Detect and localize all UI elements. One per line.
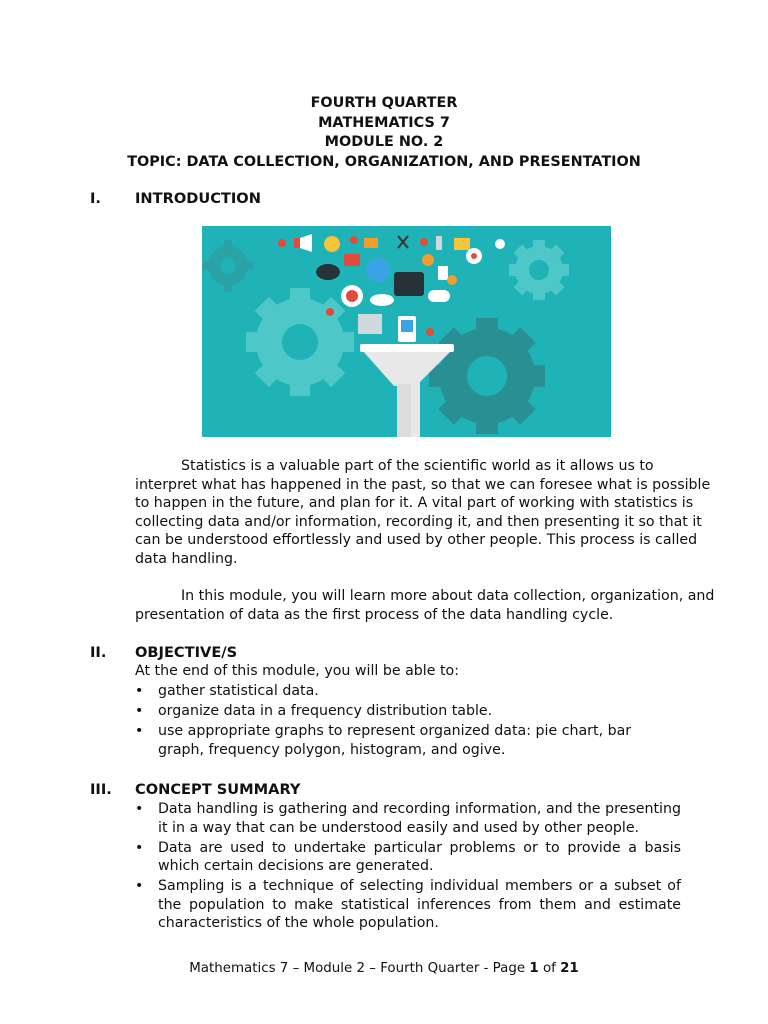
bullet-glyph: • xyxy=(135,801,144,817)
objective-text: gather statistical data. xyxy=(158,683,319,699)
concept-text: Data handling is gathering and recording information, and the presenting it in a way that can be understood easily and used by other people. xyxy=(158,801,681,836)
bullet-glyph: • xyxy=(135,723,144,739)
section-title-objectives: OBJECTIVE/S xyxy=(135,644,238,661)
section-number-3: III. xyxy=(90,781,112,798)
objectives-list xyxy=(135,682,681,761)
subject-heading: MATHEMATICS 7 xyxy=(318,114,450,131)
text-line: In this module, you will learn more about data collection, organization, and xyxy=(181,588,715,604)
section-title-concept-summary: CONCEPT SUMMARY xyxy=(135,781,301,798)
intro-paragraph-1 xyxy=(135,457,711,569)
list-item xyxy=(135,800,681,837)
quarter-heading: FOURTH QUARTER xyxy=(310,95,458,111)
section-number-2: II. xyxy=(90,644,107,661)
text-line: can be understood effortlessly and used by other people. This process is called xyxy=(135,532,698,549)
page-number: 1 xyxy=(529,961,539,976)
objectives-lead: At the end of this module, you will be able to: xyxy=(135,663,459,679)
bullet-glyph: • xyxy=(135,703,144,719)
section-title-introduction: INTRODUCTION xyxy=(135,190,261,207)
list-item xyxy=(135,702,681,721)
objective-text: use appropriate graphs to represent organized data: pie chart, bar graph, frequency polygon, histogram, and ogive. xyxy=(158,723,632,758)
footer-of: of xyxy=(538,961,561,976)
bullet-glyph: • xyxy=(135,839,144,856)
concept-list xyxy=(135,800,681,934)
bullet-glyph: • xyxy=(135,878,144,894)
page-total: 21 xyxy=(560,961,579,976)
text-line: presentation of data as the first process of the data handling cycle. xyxy=(135,606,614,623)
text-line: to happen in the future, and plan for it. A vital part of working with statistics is xyxy=(135,495,694,512)
page-footer xyxy=(0,961,768,976)
concept-text: Sampling is a technique of selecting individual members or a subset of the population to make statistical inferences from them and estimate characteristics of the whole population. xyxy=(158,878,681,931)
text-line: collecting data and/or information, recording it, and then presenting it so that it xyxy=(135,513,702,530)
section-number-1: I. xyxy=(90,190,101,207)
text-line: data handling. xyxy=(135,550,238,567)
text-line: interpret what has happened in the past, so that we can foresee what is possible xyxy=(135,476,711,493)
list-item xyxy=(135,722,681,759)
module-heading: MODULE NO. 2 xyxy=(324,134,444,150)
data-funnel-illustration xyxy=(202,226,611,437)
list-item xyxy=(135,682,681,701)
objective-text: organize data in a frequency distribution table. xyxy=(158,703,493,719)
text-line: Statistics is a valuable part of the scientific world as it allows us to xyxy=(181,458,654,474)
list-item xyxy=(135,877,681,933)
bullet-glyph: • xyxy=(135,683,144,699)
topic-heading: TOPIC: DATA COLLECTION, ORGANIZATION, AND PRESENTATION xyxy=(127,153,641,170)
list-item xyxy=(135,839,681,876)
footer-prefix: Mathematics 7 – Module 2 – Fourth Quarter - Page xyxy=(189,961,530,976)
concept-text: Data are used to undertake particular problems or to provide a basis which certain decisions are generated. xyxy=(158,839,681,874)
intro-paragraph-2 xyxy=(135,587,715,624)
